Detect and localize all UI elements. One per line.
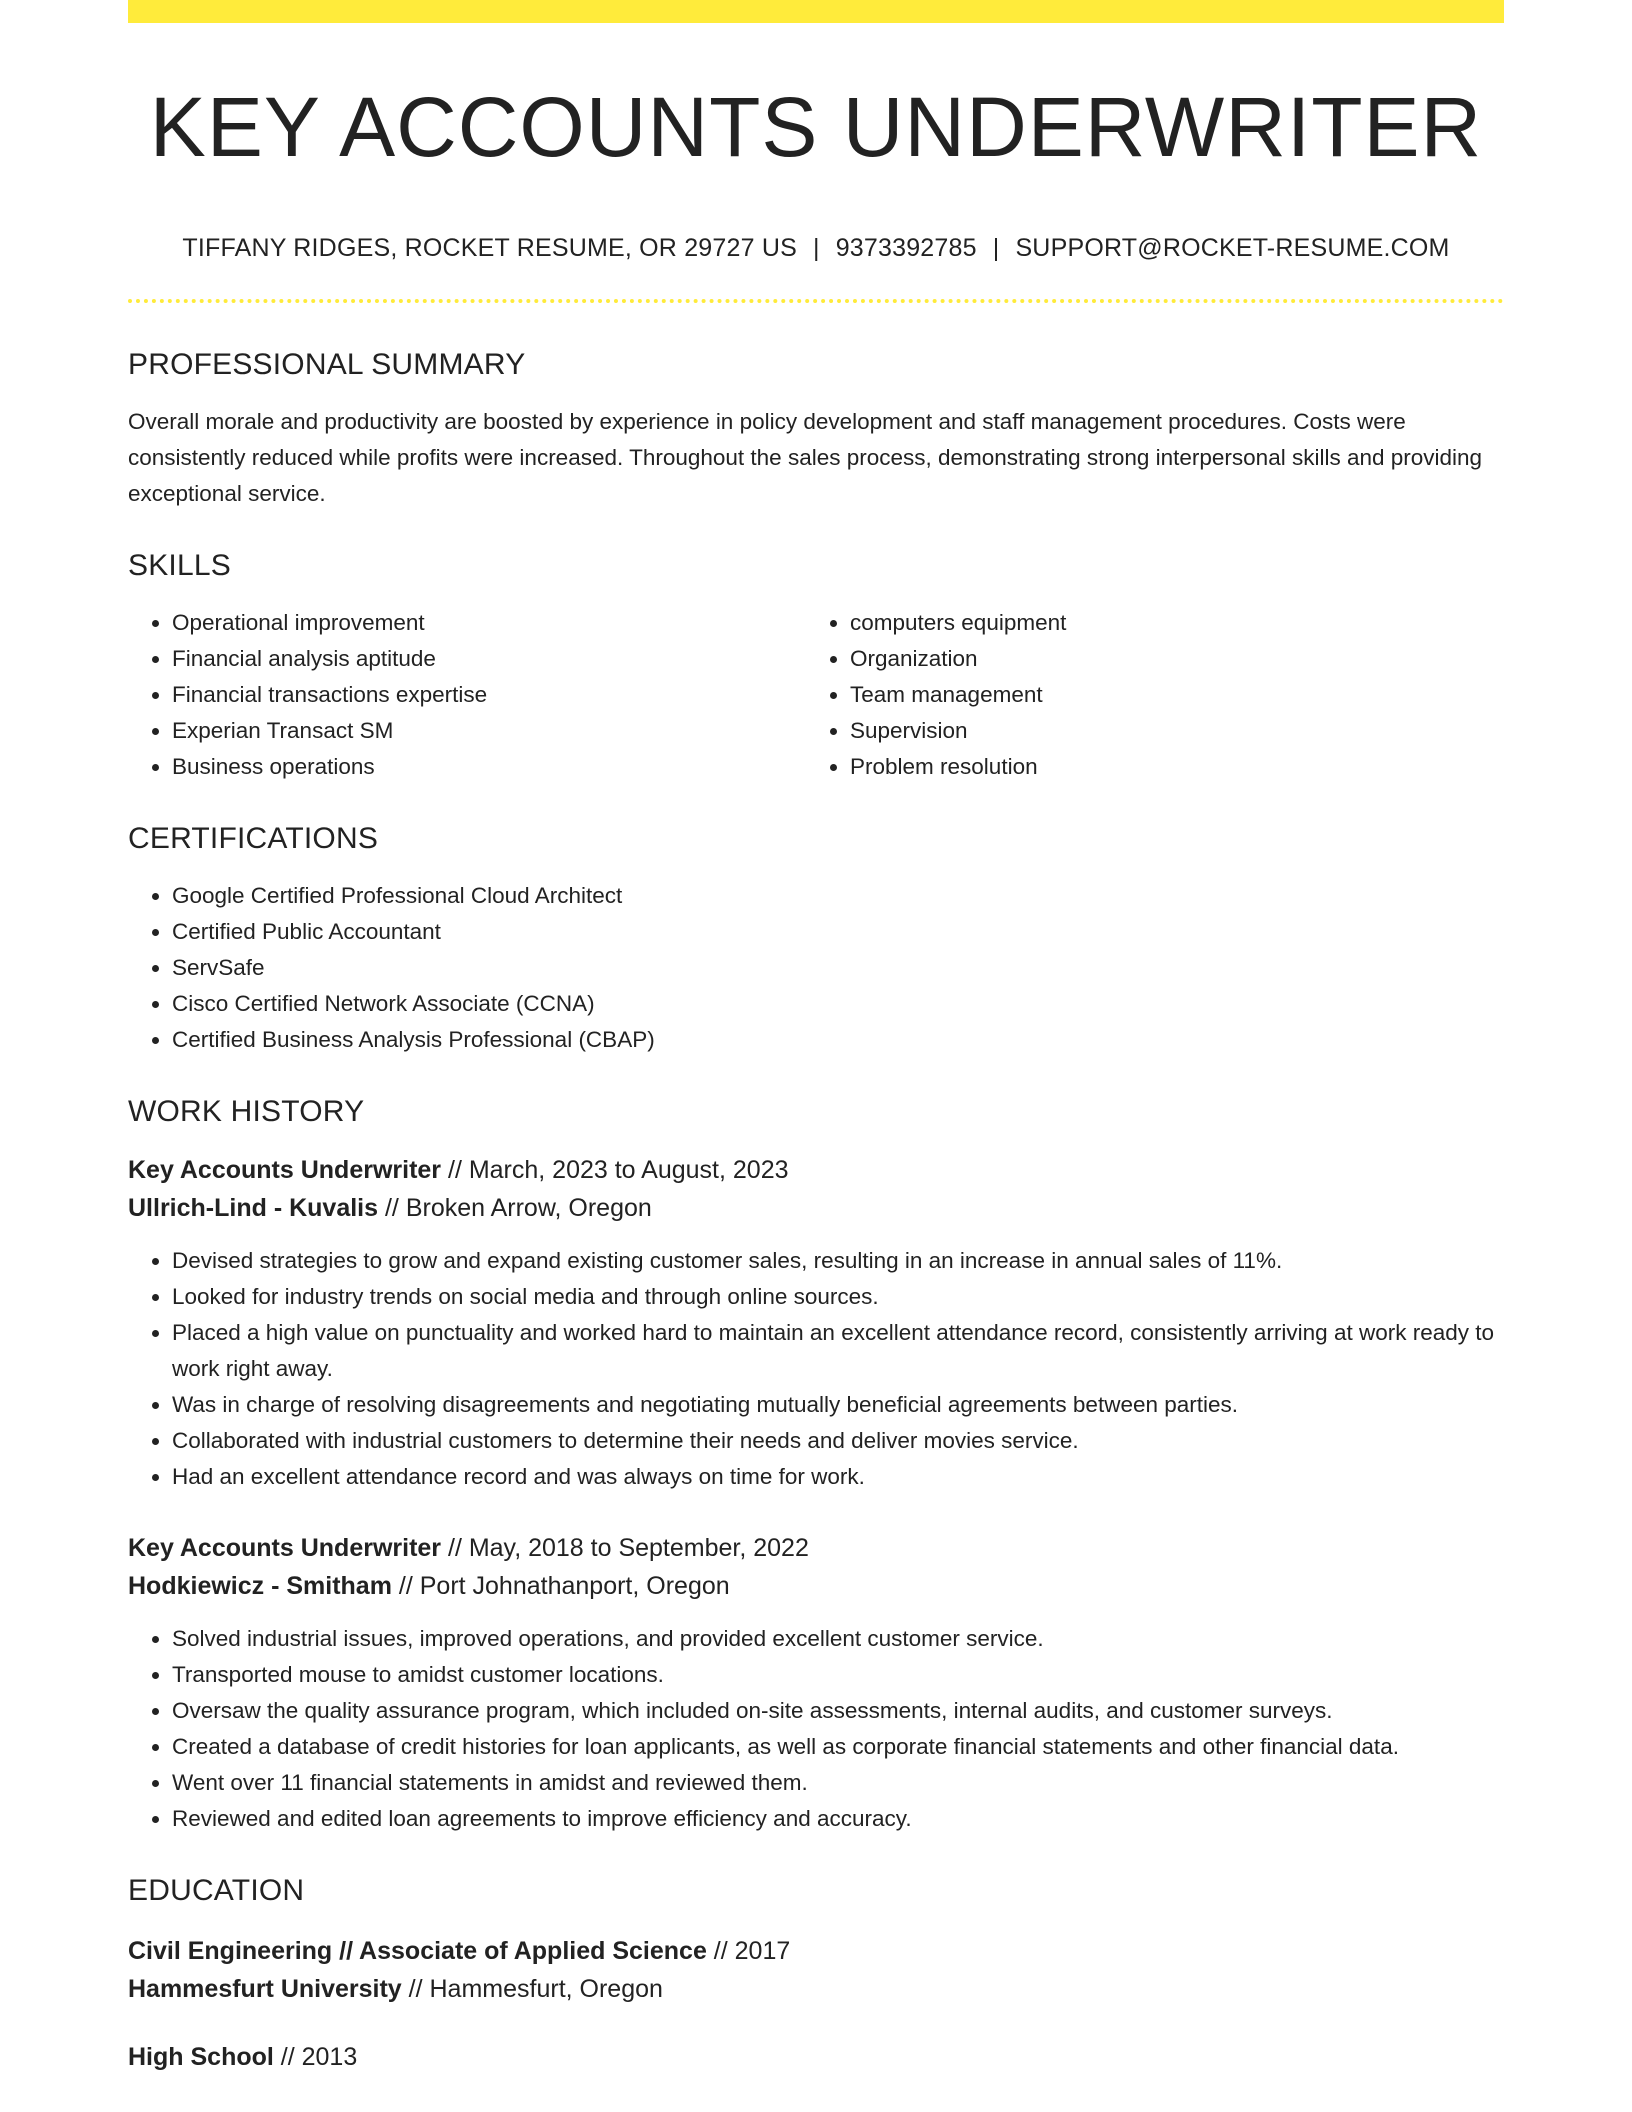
contact-separator: | — [992, 234, 1000, 262]
work-history-heading: WORK HISTORY — [128, 1095, 365, 1128]
skill-item: • Business operations — [172, 749, 806, 785]
job-title: Key Accounts Underwriter — [128, 1156, 442, 1184]
education-heading: EDUCATION — [128, 1874, 305, 1907]
job-bullet: • Created a database of credit histories for loan applicants, as well as corporate financial statements and other financial data. — [172, 1729, 1504, 1765]
skills-columns — [128, 605, 1504, 785]
summary-text: Overall morale and productivity are boosted by experience in policy development and staff management procedures. Costs were consistently reduced while profits were increased. Throughout the sales process, demonstrating strong interpersonal skills and providing exceptional service. — [128, 409, 1483, 506]
job-bullet: • Collaborated with industrial customers to determine their needs and deliver movies service. — [172, 1423, 1504, 1459]
skills-list-right — [806, 605, 1484, 785]
skill-item: • Financial analysis aptitude — [172, 641, 806, 677]
job-entry-header — [128, 1151, 1504, 1227]
skill-item: • Operational improvement — [172, 605, 806, 641]
job-bullet: • Transported mouse to amidst customer locations. — [172, 1657, 1504, 1693]
skill-item: • computers equipment — [850, 605, 1484, 641]
education-entry — [128, 1932, 1504, 2008]
accent-top-bar — [128, 0, 1504, 23]
certification-item: • Cisco Certified Network Associate (CCNA) — [172, 986, 1504, 1022]
skill-item: • Team management — [850, 677, 1484, 713]
dotted-divider — [128, 299, 1504, 303]
job-title: Key Accounts Underwriter — [128, 1534, 442, 1562]
education-degree: High School — [128, 2043, 274, 2071]
education-year: // 2013 — [273, 2043, 358, 2071]
summary-heading: PROFESSIONAL SUMMARY — [128, 348, 526, 381]
job-entry-header — [128, 1529, 1504, 1605]
job-bullet: • Was in charge of resolving disagreements and negotiating mutually beneficial agreements between parties. — [172, 1387, 1504, 1423]
education-degree: Civil Engineering // Associate of Applied Science — [128, 1937, 707, 1965]
job-bullet: • Solved industrial issues, improved operations, and provided excellent customer service. — [172, 1621, 1504, 1657]
job-bullet: • Had an excellent attendance record and was always on time for work. — [172, 1459, 1504, 1495]
certification-item: • Certified Public Accountant — [172, 914, 1504, 950]
certifications-list — [128, 878, 1504, 1058]
certifications-heading: CERTIFICATIONS — [128, 822, 379, 855]
education-school: Hammesfurt University — [128, 1975, 402, 2003]
job-company: Hodkiewicz - Smitham — [128, 1572, 392, 1600]
certification-item: • Certified Business Analysis Professional (CBAP) — [172, 1022, 1504, 1058]
skill-item: • Financial transactions expertise — [172, 677, 806, 713]
contact-line — [128, 236, 1504, 261]
resume-page — [128, 0, 1504, 2076]
skill-item: • Experian Transact SM — [172, 713, 806, 749]
job-dates: // March, 2023 to August, 2023 — [441, 1156, 789, 1184]
job-bullet: • Reviewed and edited loan agreements to improve efficiency and accuracy. — [172, 1801, 1504, 1837]
education-year: // 2017 — [706, 1937, 791, 1965]
job-company: Ullrich-Lind - Kuvalis — [128, 1194, 379, 1222]
job-bullet: • Oversaw the quality assurance program, which included on-site assessments, internal audits, and customer surveys. — [172, 1693, 1504, 1729]
resume-title: KEY ACCOUNTS UNDERWRITER — [149, 80, 1483, 174]
skill-item: • Problem resolution — [850, 749, 1484, 785]
skills-heading: SKILLS — [128, 549, 231, 582]
education-entry — [128, 2038, 1504, 2076]
job-location: // Broken Arrow, Oregon — [378, 1194, 652, 1222]
job-bullet: • Looked for industry trends on social media and through online sources. — [172, 1279, 1504, 1315]
job-bullet: • Devised strategies to grow and expand existing customer sales, resulting in an increase in annual sales of 11%. — [172, 1243, 1504, 1279]
job-bullet: • Placed a high value on punctuality and worked hard to maintain an excellent attendance record, consistently arriving at work ready to work right away. — [172, 1315, 1504, 1387]
contact-address: TIFFANY RIDGES, ROCKET RESUME, OR 29727 US — [182, 234, 797, 262]
job-dates: // May, 2018 to September, 2022 — [441, 1534, 809, 1562]
skill-item: • Organization — [850, 641, 1484, 677]
skills-list-left — [128, 605, 806, 785]
education-location: // Hammesfurt, Oregon — [401, 1975, 663, 2003]
job-location: // Port Johnathanport, Oregon — [391, 1572, 730, 1600]
certification-item: • Google Certified Professional Cloud Architect — [172, 878, 1504, 914]
job-bullets — [128, 1621, 1504, 1837]
contact-phone: 9373392785 — [835, 234, 977, 262]
job-bullets — [128, 1243, 1504, 1495]
job-bullet: • Went over 11 financial statements in amidst and reviewed them. — [172, 1765, 1504, 1801]
skill-item: • Supervision — [850, 713, 1484, 749]
certification-item: • ServSafe — [172, 950, 1504, 986]
contact-separator: | — [812, 234, 820, 262]
contact-email: SUPPORT@ROCKET-RESUME.COM — [1015, 234, 1450, 262]
